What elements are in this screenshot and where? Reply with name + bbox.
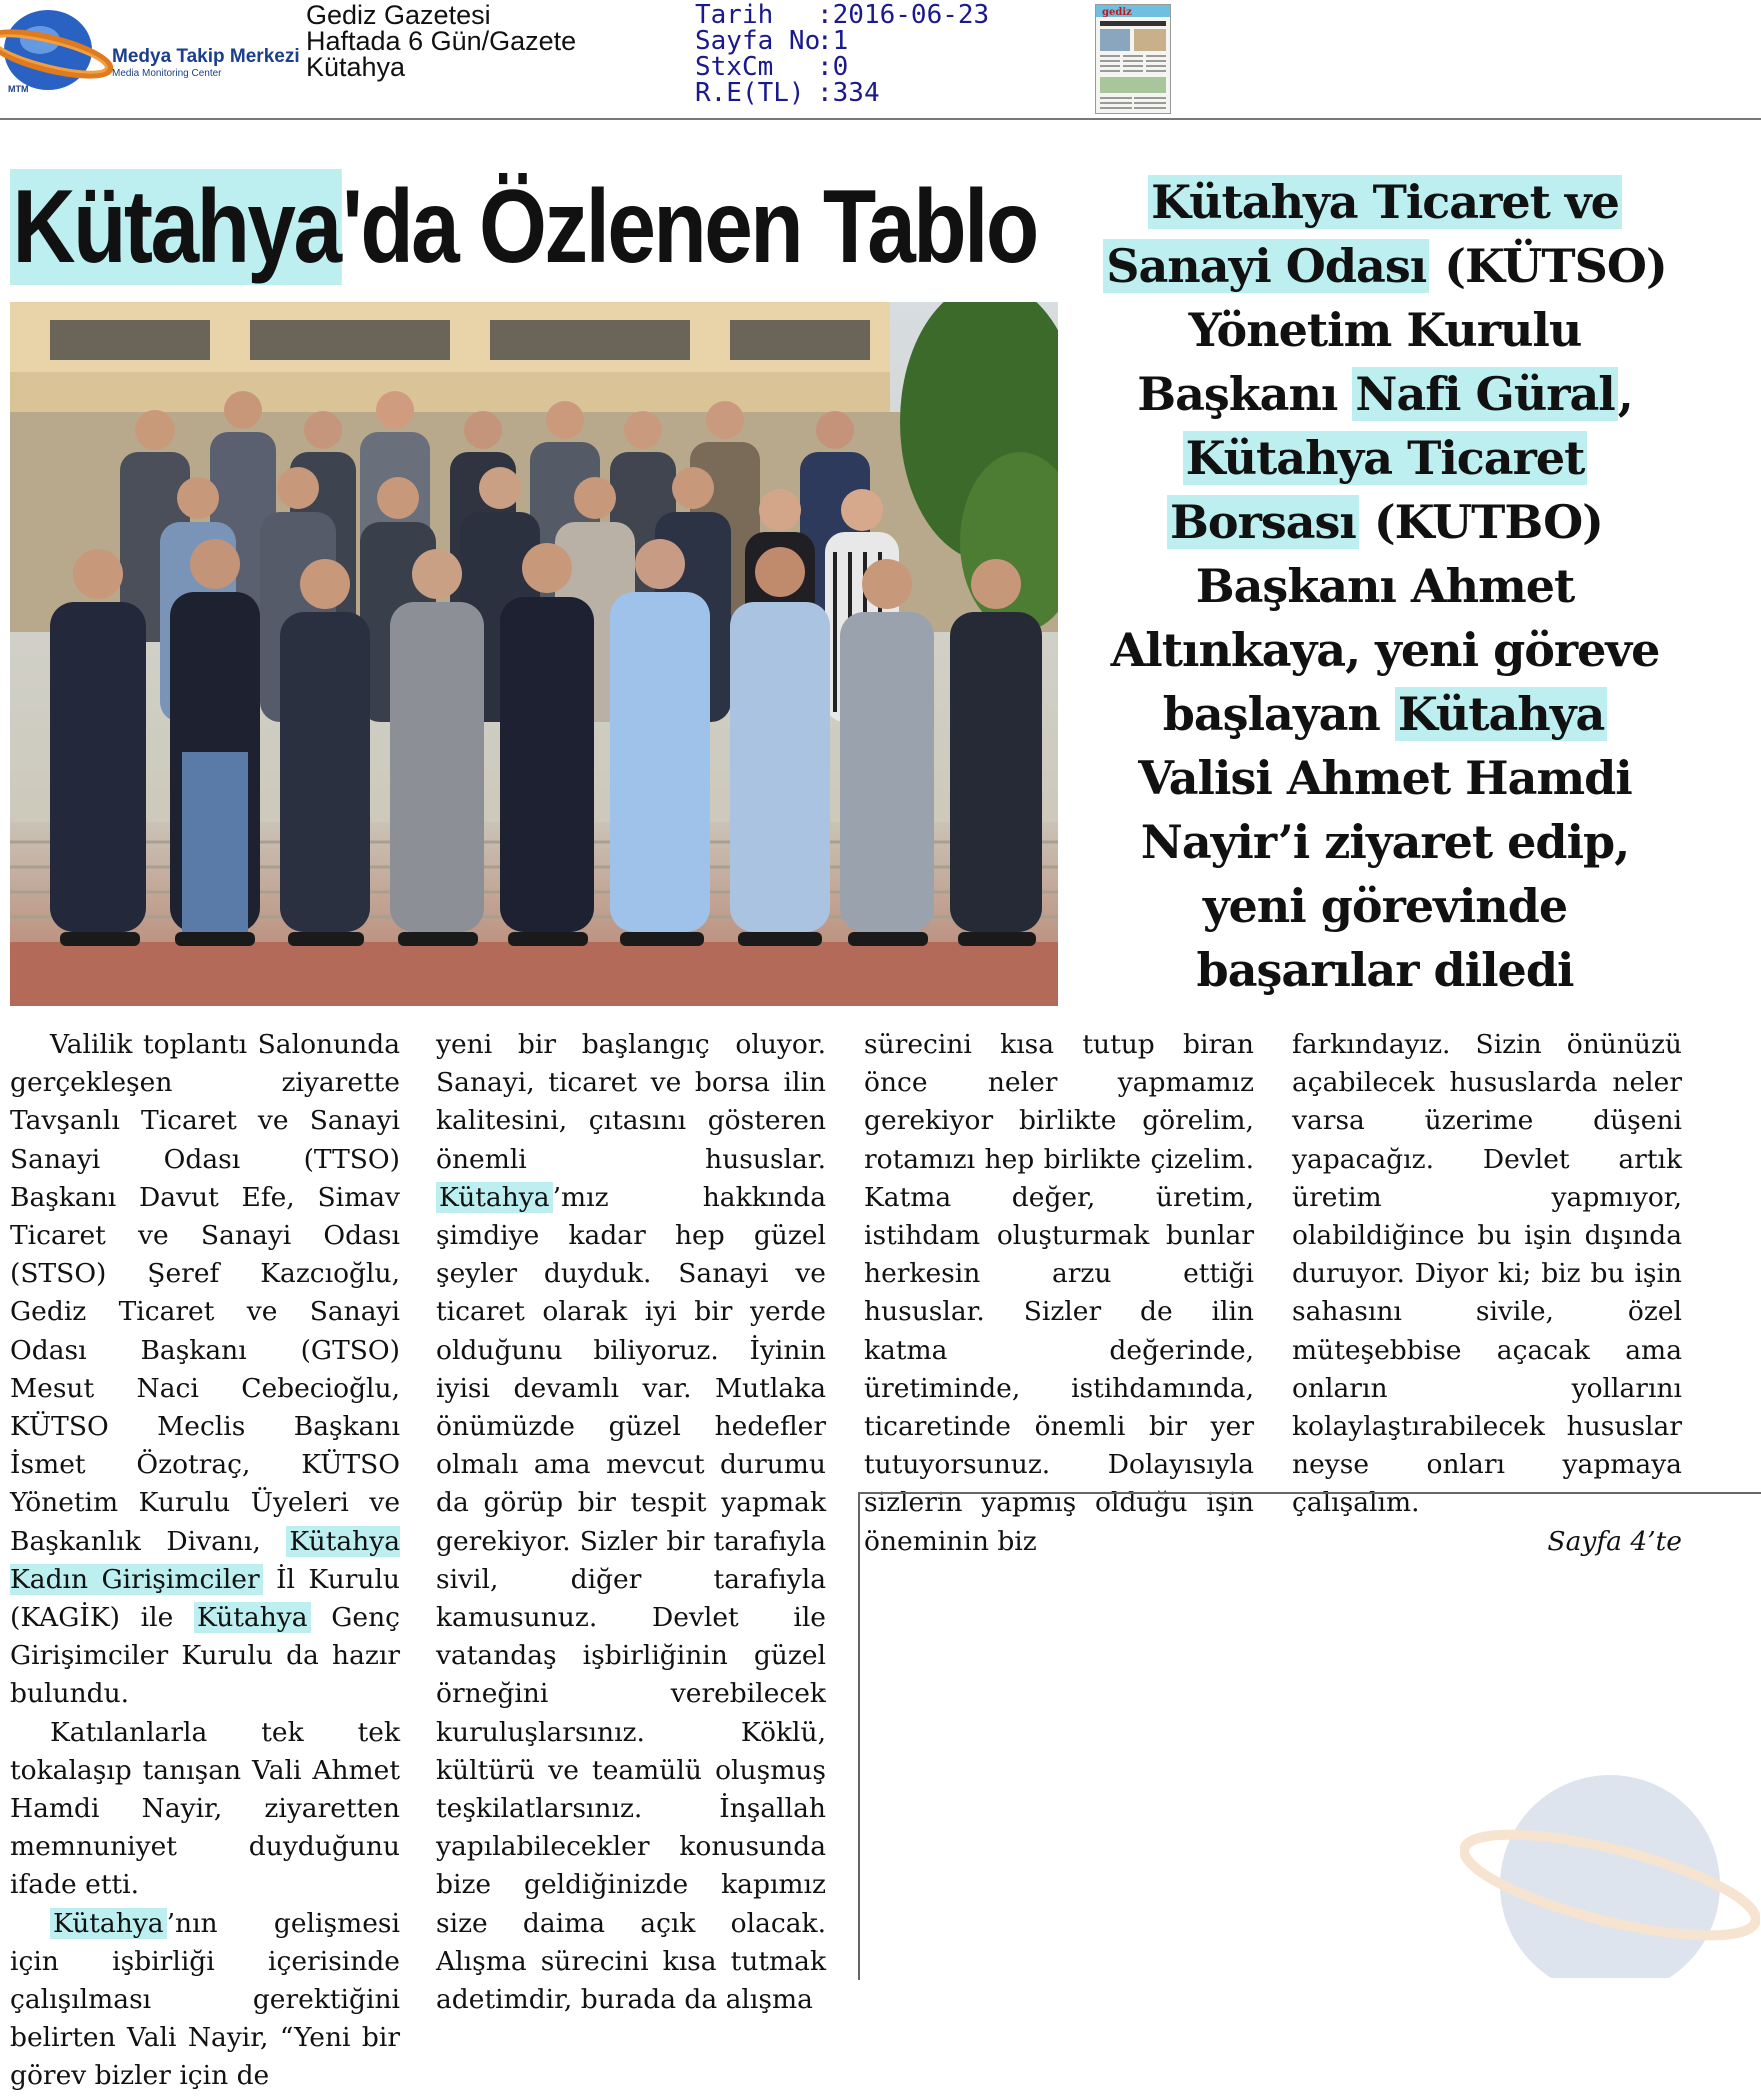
deck-line-6a: Borsası <box>1167 495 1359 549</box>
meta-stxcm-value: :0 <box>817 52 849 82</box>
body-paragraph <box>436 1026 826 2019</box>
deck-line-13: başarılar diledi <box>1196 943 1574 997</box>
body-text: yeni bir başlangıç oluyor. Sanayi, ticaret ve borsa ilin kalitesini, çıtasını gösteren önemli hususlar. <box>436 1029 826 1175</box>
headline-highlight: Kütahya <box>10 169 342 285</box>
deck-line-2b: (KÜTSO) <box>1429 239 1667 293</box>
body-text: ’mız hakkında şimdiye kadar hep güzel şeyler duyduk. Sanayi ve ticaret olarak iyi bir yerde olduğunu biliyoruz. İyinin iyisi devamlı var. Mutlaka önümüzde güzel hedefler olmalı ama mevcut durumu da görüp bir tespit yapmak gerekiyor. Sizler bir tarafıyla sivil, diğer tarafıyla kamusunuz. Devlet ile vatandaş işbirliğinin güzel örneğini verebilecek kuruluşlarsınız. Köklü, kültürü ve teamülü oluşmuş teşkilatlarsınız. İnşallah yapılabilecekler konusunda bize geldiğinizde kapımız size daima açık olacak. Alışma sürecini kısa tutmak adetimdir, burada da alışma <box>436 1181 826 2016</box>
group-photo <box>10 302 1058 1006</box>
deck-line-11: Nayir’i ziyaret edip, <box>1140 815 1630 869</box>
deck-line-1: Kütahya Ticaret ve <box>1148 175 1622 229</box>
clipping-header <box>0 0 1761 120</box>
deck-line-9b: Kütahya <box>1395 687 1607 741</box>
mtm-logo-icon <box>0 4 300 96</box>
meta-date-key: Tarih <box>695 0 774 30</box>
deck-line-4a: Başkanı <box>1137 367 1353 421</box>
meta-date-value: :2016-06-23 <box>817 0 990 30</box>
article-deck <box>1085 170 1685 1002</box>
deck-line-2a: Sanayi Odası <box>1103 239 1429 293</box>
body-text: İl Kurulu (KAGİK) ile <box>10 1563 400 1634</box>
deck-line-4c: , <box>1617 367 1633 421</box>
body-paragraph: farkındayız. Sizin önünüzü açabilecek hususlarda neler varsa üzerime düşeni yapacağız. Devlet artık üretim yapmıyor, olabildiğince bu işin dışında duruyor. Diyor ki; biz bu işin sahasını sivile, özel müteşebbise açacak ama onların yollarını kolaylaştırabilecek hususlar neyse onları yapmaya çalışalım. <box>1292 1029 1682 1519</box>
deck-line-4b: Nafi Güral <box>1352 367 1617 421</box>
meta-page-key: Sayfa No <box>695 26 821 56</box>
body-paragraph <box>10 1026 400 1714</box>
body-column-1 <box>10 1026 400 2096</box>
deck-line-5: Kütahya Ticaret <box>1183 431 1588 485</box>
body-text: Valilik toplantı Salonunda gerçekleşen ziyarette Tavşanlı Ticaret ve Sanayi Sanayi Odası (TTSO) Başkanı Davut Efe, Simav Ticaret ve Sanayi Odası (STSO) Şeref Kazcıoğlu, Gediz Ticaret ve Sanayi Odası Başkanı (GTSO) Mesut Naci Cebecioğlu, KÜTSO Meclis Başkanı İsmet Özotraç, KÜTSO Yönetim Kurulu Üyeleri ve Başkanlık Divanı, <box>10 1029 400 1557</box>
body-highlight: Kütahya <box>50 1908 167 1939</box>
body-highlight: Kütahya Kadın Girişimciler <box>10 1525 400 1595</box>
globe-watermark-icon <box>1460 1735 1760 1978</box>
body-paragraph: sürecini kısa tutup biran önce neler yapmamız gerekiyor birlikte görelim, rotamızı hep birlikte çizelim. Katma değer, üretim, istihdam oluşturmak bunlar herkesin arzu ettiği hususlar. Sizler de ilin katma değerinde, üretiminde, istihdamında, ticaretinde önemli bir yer tutuyorsunuz. Dolayısıyla sizlerin yapmış olduğu işin öneminin biz <box>864 1029 1254 1557</box>
body-text: ’nın gelişmesi için işbirliği içerisinde çalışılması gerektiğini belirten Vali Nayir, “Yeni bir görev bizler için de <box>10 1907 400 2092</box>
logo-badge: MTM <box>8 84 29 94</box>
logo-subtitle: Media Monitoring Center <box>112 68 222 79</box>
deck-line-8: Altınkaya, yeni göreve <box>1110 623 1660 677</box>
page-thumbnail[interactable] <box>1095 4 1171 114</box>
logo-name: Medya Takip Merkezi <box>112 46 300 67</box>
deck-line-7: Başkanı Ahmet <box>1195 559 1575 613</box>
article-headline <box>10 169 1037 285</box>
newspaper-thumbnail-icon <box>1096 5 1170 113</box>
body-column-4 <box>1292 1026 1682 1561</box>
headline-rest: 'da Özlenen Tablo <box>342 169 1037 285</box>
continued-on-page: Sayfa 4’te <box>1547 1525 1682 1557</box>
body-column-2 <box>436 1026 826 2019</box>
body-highlight: Kütahya <box>436 1182 553 1213</box>
body-column-3 <box>864 1026 1254 1561</box>
deck-line-12: yeni görevinde <box>1202 879 1568 933</box>
meta-page-value: :1 <box>817 26 849 56</box>
meta-re-key: R.E(TL) <box>695 78 805 108</box>
body-paragraph: Katılanlarla tek tek tokalaşıp tanışan Vali Ahmet Hamdi Nayir, ziyaretten memnuniyet duyduğunu ifade etti. <box>10 1716 400 1901</box>
meta-re-value: :334 <box>817 78 880 108</box>
thumbnail-masthead: gediz <box>1102 7 1132 18</box>
deck-line-3: Yönetim Kurulu <box>1188 303 1582 357</box>
meta-stxcm-key: StxCm <box>695 52 774 82</box>
publication-city: Kütahya <box>306 52 406 82</box>
body-text: Genç Girişimciler Kurulu da hazır bulundu. <box>10 1602 401 1710</box>
publication-name: Gediz Gazetesi <box>306 0 491 30</box>
deck-line-9a: başlayan <box>1162 687 1395 741</box>
body-highlight: Kütahya <box>194 1602 311 1633</box>
body-paragraph <box>10 1905 400 2096</box>
deck-line-6b: (KUTBO) <box>1358 495 1603 549</box>
publication-frequency: Haftada 6 Gün/Gazete <box>306 26 577 56</box>
deck-line-10: Valisi Ahmet Hamdi <box>1138 751 1632 805</box>
